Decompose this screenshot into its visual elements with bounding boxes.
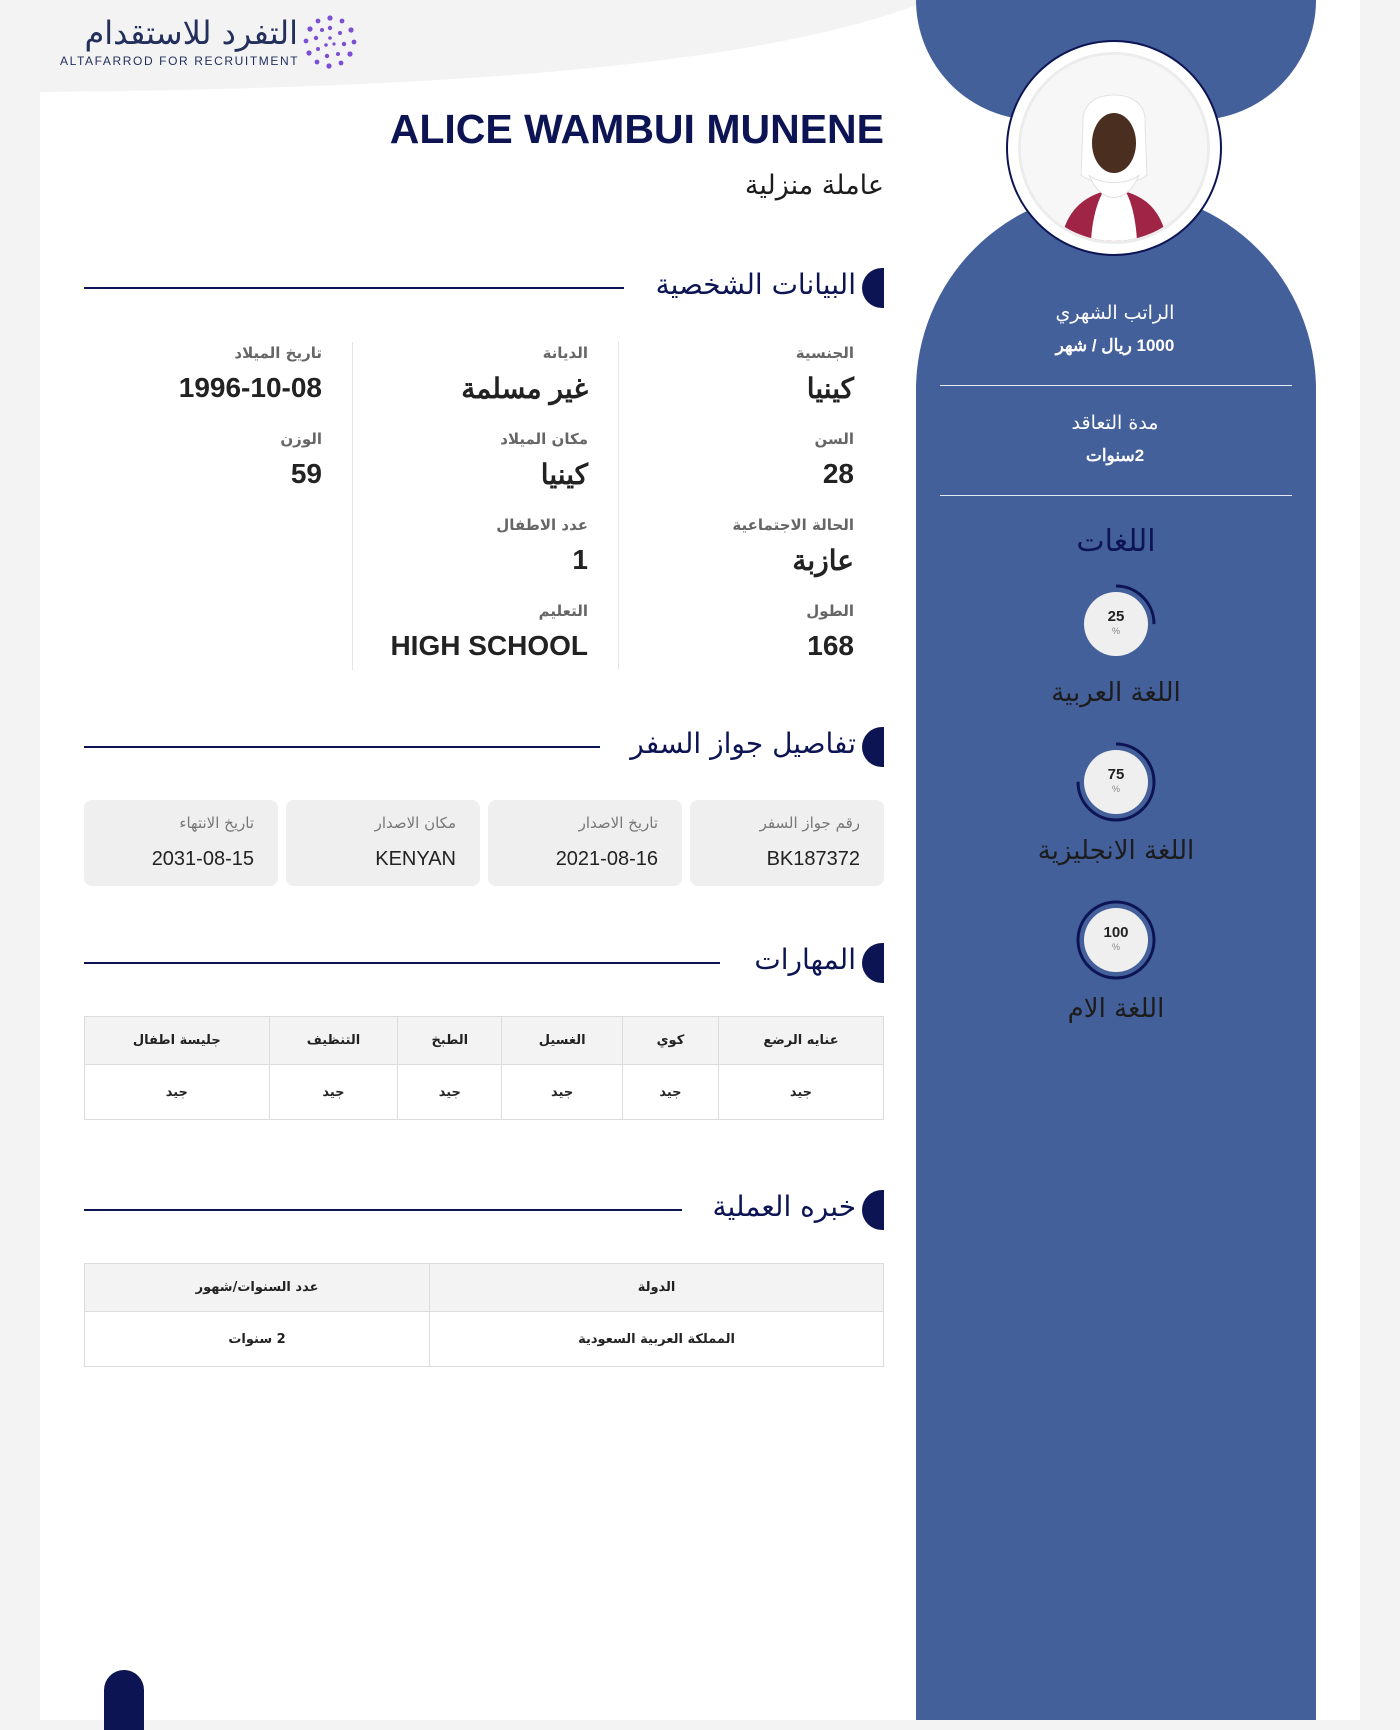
field-education: [390, 602, 588, 662]
field-label: الوزن: [280, 430, 322, 448]
field-value: كينيا: [806, 373, 854, 404]
passport-issue-place-card: [286, 800, 480, 886]
field-label: تاريخ الميلاد: [234, 344, 322, 362]
sidebar-divider: [940, 495, 1292, 496]
logo-dots-icon: [302, 14, 358, 70]
field-label: مكان الميلاد: [500, 430, 588, 448]
field-value: 1: [572, 544, 588, 575]
language-name: اللغة الام: [1067, 994, 1165, 1024]
column-header: الغسيل: [502, 1017, 623, 1065]
field-height: [806, 602, 854, 662]
field-weight: [280, 430, 322, 490]
section-rule: [84, 962, 720, 964]
column-header: الطبخ: [398, 1017, 502, 1065]
section-title: المهارات: [754, 943, 856, 976]
field-birth-date: [179, 344, 322, 404]
candidate-name: ALICE WAMBUI MUNENE: [389, 106, 884, 152]
language-percent: 75: [1107, 766, 1125, 783]
table-header-row: [85, 1017, 884, 1065]
languages-title: اللغات: [1076, 524, 1156, 559]
section-header-skills: [84, 943, 884, 983]
field-label: التعليم: [538, 602, 588, 620]
table-cell: جيد: [502, 1065, 623, 1120]
card-label: رقم جواز السفر: [759, 814, 860, 832]
table-row: [85, 1065, 884, 1120]
language-percent: 25: [1107, 608, 1125, 625]
section-marker: [862, 268, 884, 308]
passport-issue-date-card: [488, 800, 682, 886]
field-children: [496, 516, 588, 576]
column-divider: [352, 342, 353, 670]
field-age: [814, 430, 854, 490]
field-value: 59: [290, 458, 322, 489]
section-title: البيانات الشخصية: [655, 268, 856, 301]
field-marital-status: [732, 516, 854, 577]
table-cell: 2 سنوات: [85, 1312, 430, 1367]
contract-value: 2سنوات: [1085, 446, 1145, 465]
table-cell: جيد: [718, 1065, 883, 1120]
field-nationality: [796, 344, 854, 405]
language-name: اللغة العربية: [1051, 678, 1181, 708]
page-footer-marker: [104, 1670, 144, 1730]
table-header-row: [85, 1264, 884, 1312]
field-label: عدد الاطفال: [496, 516, 588, 534]
table-row: [85, 1312, 884, 1367]
job-title: عاملة منزلية: [744, 170, 884, 201]
field-value: 168: [807, 630, 854, 661]
section-title: تفاصيل جواز السفر: [630, 727, 856, 760]
section-marker: [862, 943, 884, 983]
section-header-personal: [84, 268, 884, 308]
field-religion: [461, 344, 588, 405]
card-value: 2021-08-16: [555, 848, 658, 870]
field-label: الديانة: [542, 344, 588, 362]
section-title: خبره العملية: [712, 1190, 856, 1223]
salary-value: 1000 ريال / شهر: [1055, 336, 1175, 355]
table-cell: جيد: [398, 1065, 502, 1120]
table-cell: جيد: [623, 1065, 719, 1120]
column-header: التنظيف: [269, 1017, 398, 1065]
passport-expiry-card: [84, 800, 278, 886]
card-label: مكان الاصدار: [374, 814, 456, 832]
column-header: عنايه الرضع: [718, 1017, 883, 1065]
column-header: الدولة: [430, 1264, 884, 1312]
section-rule: [84, 287, 624, 289]
language-meter-arabic: [1074, 582, 1158, 666]
field-label: الجنسية: [795, 344, 854, 362]
column-divider: [618, 342, 619, 670]
card-label: تاريخ الانتهاء: [179, 814, 254, 832]
field-value: كينيا: [540, 459, 588, 490]
language-percent: 100: [1103, 924, 1129, 941]
candidate-photo: [1018, 52, 1210, 244]
language-name: اللغة الانجليزية: [1037, 836, 1195, 866]
field-value: عازبة: [792, 545, 854, 576]
percent-sign: %: [1111, 626, 1120, 636]
card-value: KENYAN: [375, 848, 456, 870]
column-header: عدد السنوات/شهور: [85, 1264, 430, 1312]
salary-label: الراتب الشهري: [1055, 302, 1175, 324]
table-cell: جيد: [85, 1065, 270, 1120]
field-value: غير مسلمة: [461, 373, 588, 404]
table-cell: المملكة العربية السعودية: [430, 1312, 884, 1367]
section-header-passport: [84, 727, 884, 767]
field-value: HIGH SCHOOL: [390, 630, 588, 661]
card-label: تاريخ الاصدار: [578, 814, 658, 832]
field-value: 1996-10-08: [178, 372, 322, 403]
language-meter-native: [1074, 898, 1158, 982]
card-value: BK187372: [766, 848, 860, 870]
section-header-experience: [84, 1190, 884, 1230]
section-marker: [862, 1190, 884, 1230]
field-value: 28: [822, 458, 854, 489]
field-birth-place: [500, 430, 588, 491]
card-value: 2031-08-15: [151, 848, 254, 870]
field-label: الحالة الاجتماعية: [732, 516, 854, 534]
passport-number-card: [690, 800, 884, 886]
section-marker: [862, 727, 884, 767]
skills-table: [84, 1016, 884, 1120]
field-label: السن: [814, 430, 854, 448]
company-name-en: ALTAFARROD FOR RECRUITMENT: [60, 54, 300, 68]
column-header: جليسة اطفال: [85, 1017, 270, 1065]
contract-label: مدة التعاقد: [1071, 412, 1159, 434]
section-rule: [84, 1209, 682, 1211]
column-header: كوي: [623, 1017, 719, 1065]
company-logo: [58, 14, 358, 74]
experience-table: [84, 1263, 884, 1367]
field-label: الطول: [806, 602, 854, 620]
sidebar-divider: [940, 385, 1292, 386]
section-rule: [84, 746, 600, 748]
company-name-ar: التفرد للاستقدام: [84, 14, 298, 52]
percent-sign: %: [1111, 784, 1120, 794]
percent-sign: %: [1111, 942, 1120, 952]
table-cell: جيد: [269, 1065, 398, 1120]
language-meter-english: [1074, 740, 1158, 824]
